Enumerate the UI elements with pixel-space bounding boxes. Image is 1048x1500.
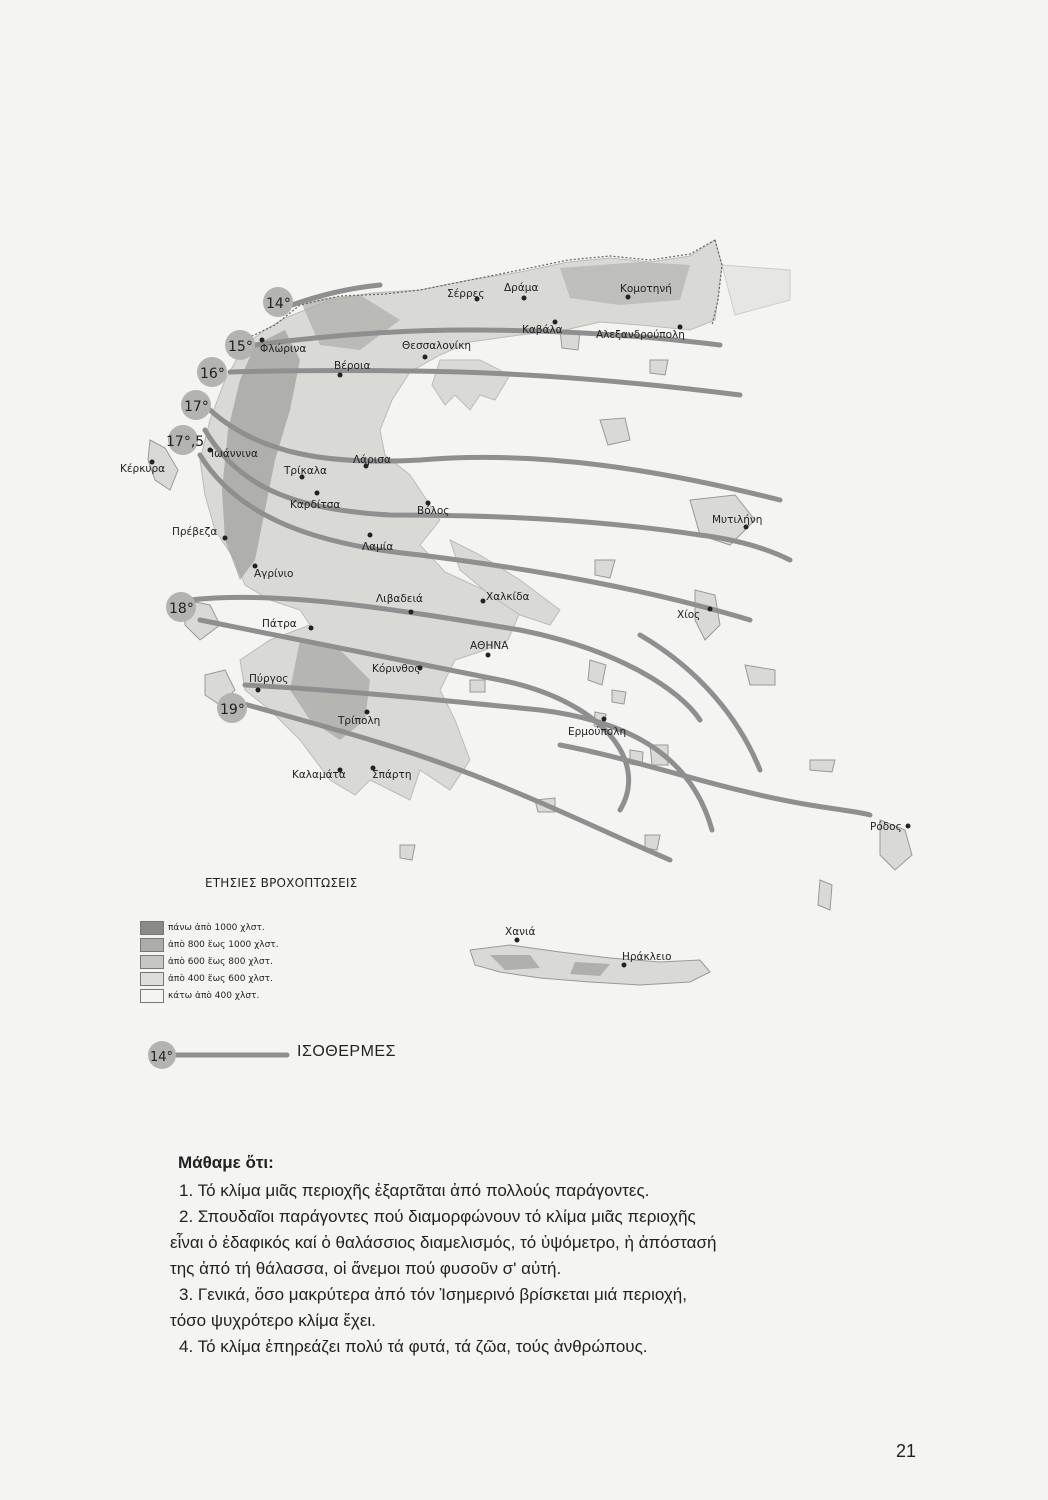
legend-item-label: κάτω ἀπὸ 400 χλστ. bbox=[168, 991, 260, 1001]
isotherm-badge-18 bbox=[166, 592, 196, 622]
isotherm-legend-badge: 14° bbox=[150, 1050, 174, 1065]
city-label-livadeia: Λιβαδειά bbox=[376, 593, 423, 605]
samothraki-island bbox=[650, 360, 668, 375]
city-label-ioannina: Ιωάννινα bbox=[211, 448, 258, 460]
skyros-island bbox=[595, 560, 615, 578]
city-dot-lamia bbox=[368, 533, 373, 538]
legend-item bbox=[140, 937, 360, 953]
aegina-island bbox=[470, 680, 485, 692]
karpathos-island bbox=[818, 880, 832, 910]
isotherm-legend-graphic bbox=[147, 1040, 297, 1070]
city-dot-drama bbox=[522, 296, 527, 301]
legend-item bbox=[140, 971, 360, 987]
city-label-lamia: Λαμία bbox=[362, 541, 394, 553]
city-label-korinthos: Κόρινθος bbox=[372, 663, 421, 675]
lesson-item-2-cont: εἶναι ὁ ἐδαφικός καί ὁ θαλάσσιος διαμελισμός, τό ὑψόμετρο, ἡ ἀπόστασή bbox=[170, 1233, 717, 1252]
chalkidiki bbox=[432, 360, 510, 410]
city-dot-veroia bbox=[338, 373, 343, 378]
city-label-trikala: Τρίκαλα bbox=[284, 465, 327, 477]
isotherm-badge-16 bbox=[197, 357, 227, 387]
isotherm-legend-label: ΙΣΟΘΕΡΜΕΣ bbox=[297, 1043, 396, 1060]
legend-swatch-600-800 bbox=[140, 955, 164, 969]
rainfall-legend bbox=[140, 876, 360, 1005]
city-dot-tripoli bbox=[365, 710, 370, 715]
legend-item-label: ἀπὸ 800 ἕως 1000 χλστ. bbox=[168, 940, 279, 950]
city-dot-ermoupoli bbox=[602, 717, 607, 722]
lesson-item-1: 1. Τό κλίμα μιᾶς περιοχῆς ἐξαρτᾶται ἀπό πολλούς παράγοντες. bbox=[179, 1181, 650, 1200]
city-dot-patra bbox=[309, 626, 314, 631]
city-label-patra: Πάτρα bbox=[262, 618, 297, 630]
isotherm-rhodes bbox=[560, 745, 870, 815]
isotherm-label: 17° bbox=[184, 399, 209, 415]
city-label-kerkyra: Κέρκυρα bbox=[120, 463, 166, 475]
andros-island bbox=[588, 660, 606, 685]
city-label-kavala: Καβάλα bbox=[522, 324, 563, 336]
city-dot-thessaloniki bbox=[423, 355, 428, 360]
legend-item-label: ἀπὸ 600 ἕως 800 χλστ. bbox=[168, 957, 273, 967]
page-number: 21 bbox=[896, 1441, 917, 1461]
isotherm-badge-19 bbox=[217, 693, 247, 723]
city-dot-preveza bbox=[223, 536, 228, 541]
isotherm-badge-15 bbox=[225, 330, 255, 360]
lesson-item-4: 4. Τό κλίμα ἐπηρεάζει πολύ τά φυτά, τά ζῶα, τούς ἀνθρώπους. bbox=[179, 1337, 648, 1356]
legend-title: ΕΤΗΣΙΕΣ ΒΡΟΧΟΠΤΩΣΕΙΣ bbox=[205, 876, 358, 890]
tinos-island bbox=[612, 690, 626, 704]
city-label-chalkida: Χαλκίδα bbox=[486, 591, 530, 603]
city-label-sparti: Σπάρτη bbox=[372, 769, 412, 781]
city-label-mytilini: Μυτιλήνη bbox=[712, 514, 763, 526]
legend-swatch-above-1000 bbox=[140, 921, 164, 935]
city-label-karditsa: Καρδίτσα bbox=[290, 499, 341, 511]
legend-item bbox=[140, 988, 360, 1004]
legend-item bbox=[140, 920, 360, 936]
city-label-chios: Χίος bbox=[677, 609, 701, 621]
isotherm-badge-17 bbox=[181, 390, 211, 420]
legend-item-label: πάνω ἀπὸ 1000 χλστ. bbox=[168, 923, 265, 933]
city-label-kalamata: Καλαμάτα bbox=[292, 769, 346, 781]
isotherm-label: 16° bbox=[200, 366, 225, 382]
city-dot-chania bbox=[515, 938, 520, 943]
lesson-item-3: 3. Γενικά, ὅσο μακρύτερα ἀπό τόν Ἰσημερινό βρίσκεται μιά περιοχή, bbox=[179, 1285, 687, 1304]
city-label-tripoli: Τρίπολη bbox=[338, 715, 381, 727]
city-label-thessaloniki: Θεσσαλονίκη bbox=[402, 340, 472, 352]
city-dot-florina bbox=[260, 338, 265, 343]
city-dot-chios bbox=[708, 607, 713, 612]
city-dot-rodos bbox=[906, 824, 911, 829]
city-label-serres: Σέρρες bbox=[447, 288, 485, 300]
legend-swatch-400-600 bbox=[140, 972, 164, 986]
city-label-drama: Δράμα bbox=[504, 282, 539, 294]
isotherm-label: 18° bbox=[169, 601, 194, 617]
lessons-title: Μάθαμε ὅτι: bbox=[178, 1153, 274, 1172]
city-label-pyrgos: Πύργος bbox=[249, 673, 289, 685]
city-dot-irakleio bbox=[622, 963, 627, 968]
isotherm-label: 15° bbox=[228, 339, 253, 355]
isotherm-label: 17°,5 bbox=[166, 434, 205, 450]
city-dot-karditsa bbox=[315, 491, 320, 496]
city-dot-athina bbox=[486, 653, 491, 658]
city-label-larisa: Λάρισα bbox=[353, 454, 391, 466]
lesson-item-3-cont: τόσο ψυχρότερο κλίμα ἔχει. bbox=[170, 1311, 376, 1330]
city-label-agrinio: Αγρίνιο bbox=[254, 568, 294, 580]
lesson-item-2-cont: της ἀπό τή θάλασσα, οἱ ἄνεμοι πού φυσοῦν σ' αὐτή. bbox=[170, 1259, 562, 1278]
legend-swatch-800-1000 bbox=[140, 938, 164, 952]
city-label-alexandroupoli: Αλεξανδρούπολη bbox=[596, 329, 685, 341]
isotherm-badge-17-5 bbox=[166, 425, 204, 455]
isotherm-label: 19° bbox=[220, 702, 245, 718]
city-label-florina: Φλώρινα bbox=[260, 343, 307, 355]
city-label-athina: ΑΘΗΝΑ bbox=[470, 640, 509, 652]
city-dot-chalkida bbox=[481, 599, 486, 604]
kos-island bbox=[810, 760, 835, 772]
isotherm-badge-14 bbox=[263, 287, 293, 317]
city-label-komotini: Κομοτηνή bbox=[620, 283, 672, 295]
legend-item bbox=[140, 954, 360, 970]
city-dot-pyrgos bbox=[256, 688, 261, 693]
city-label-irakleio: Ηράκλειο bbox=[622, 951, 672, 963]
city-label-volos: Βόλος bbox=[417, 505, 450, 517]
city-label-ermoupoli: Ερμούπολη bbox=[568, 726, 627, 738]
city-label-chania: Χανιά bbox=[505, 926, 536, 938]
turkey-coast bbox=[722, 265, 790, 315]
kythira-island bbox=[400, 845, 415, 860]
city-label-veroia: Βέροια bbox=[334, 360, 371, 372]
isotherm-legend bbox=[147, 1040, 447, 1070]
city-label-rodos: Ρόδος bbox=[870, 821, 902, 833]
city-dot-livadeia bbox=[409, 610, 414, 615]
legend-item-label: ἀπὸ 400 ἕως 600 χλστ. bbox=[168, 974, 273, 984]
city-dot-komotini bbox=[626, 295, 631, 300]
lesson-item-2: 2. Σπουδαῖοι παράγοντες πού διαμορφώνουν τό κλίμα μιᾶς περιοχῆς bbox=[179, 1207, 696, 1226]
lessons-summary bbox=[170, 1150, 930, 1360]
limnos-island bbox=[600, 418, 630, 445]
isotherm-label: 14° bbox=[266, 296, 291, 312]
city-label-preveza: Πρέβεζα bbox=[172, 526, 218, 538]
legend-swatch-below-400 bbox=[140, 989, 164, 1003]
samos-island bbox=[745, 665, 775, 685]
